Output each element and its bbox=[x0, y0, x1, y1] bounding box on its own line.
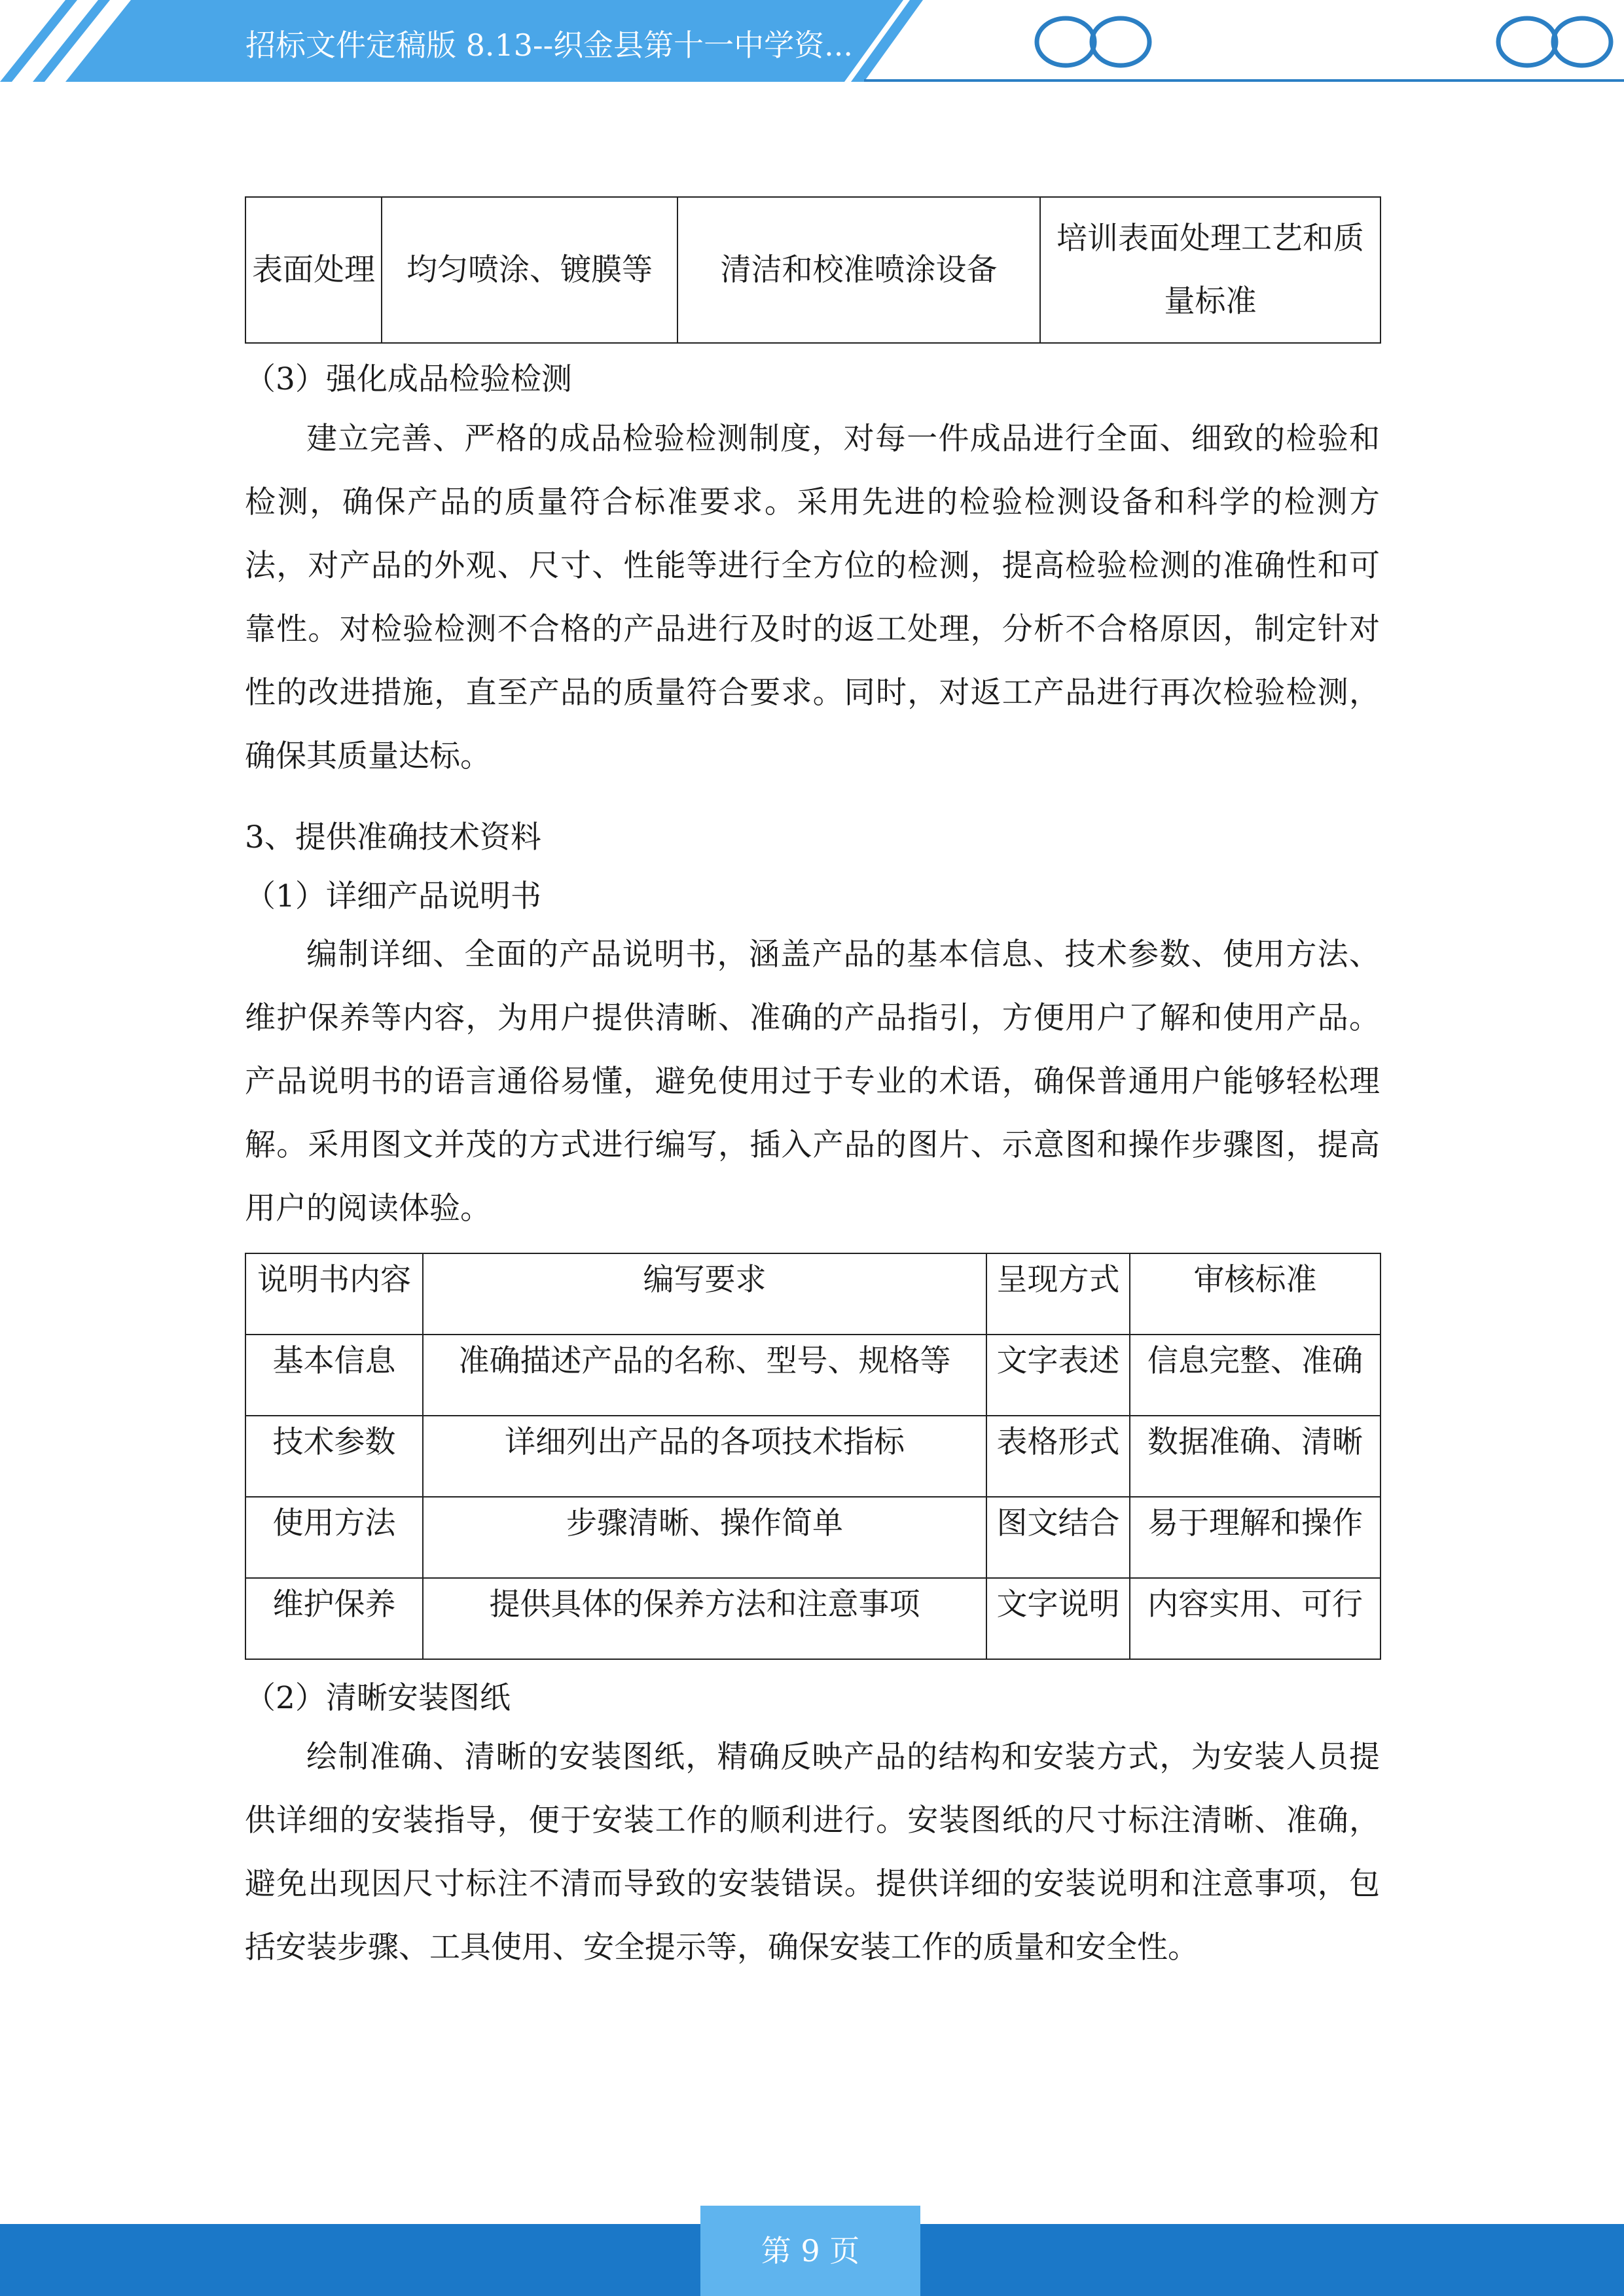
table-cell: 表格形式 bbox=[986, 1416, 1130, 1497]
section-heading-technical-docs: 3、提供准确技术资料 bbox=[245, 819, 541, 855]
table-header-row bbox=[245, 1253, 1380, 1335]
table-header-cell: 审核标准 bbox=[1130, 1253, 1380, 1335]
document-title: 招标文件定稿版 8.13--织金县第十一中学资... bbox=[245, 27, 853, 63]
section-heading-manual: （1）详细产品说明书 bbox=[245, 878, 541, 914]
table-cell: 数据准确、清晰 bbox=[1130, 1416, 1380, 1497]
table-cell: 准确描述产品的名称、型号、规格等 bbox=[423, 1335, 986, 1416]
paragraph-inspection: 建立完善、严格的成品检验检测制度，对每一件成品进行全面、细致的检验和检测，确保产品的质量符合标准要求。采用先进的检验检测设备和科学的检测方法，对产品的外观、尺寸、性能等进行全方位的检测，提高检验检测的准确性和可靠性。对检验检测不合格的产品进行及时的返工处理，分析不合格原因，制定针对性的改进措施，直至产品的质量符合要求。同时，对返工产品进行再次检验检测，确保其质量达标。 bbox=[245, 421, 1380, 774]
table-cell: 维护保养 bbox=[245, 1578, 423, 1659]
table-header-cell: 呈现方式 bbox=[986, 1253, 1130, 1335]
table-cell: 清洁和校准喷涂设备 bbox=[677, 197, 1040, 343]
page-number: 第 9 页 bbox=[700, 2206, 920, 2296]
rings-icon bbox=[1037, 18, 1149, 65]
paragraph-manual: 编制详细、全面的产品说明书，涵盖产品的基本信息、技术参数、使用方法、维护保养等内容，为用户提供清晰、准确的产品指引，方便用户了解和使用产品。产品说明书的语言通俗易懂，避免使用过于专业的术语，确保普通用户能够轻松理解。采用图文并茂的方式进行编写，插入产品的图片、示意图和操作步骤图，提高用户的阅读体验。 bbox=[245, 937, 1380, 1227]
table-cell: 文字说明 bbox=[986, 1578, 1130, 1659]
table-cell: 信息完整、准确 bbox=[1130, 1335, 1380, 1416]
table-cell: 内容实用、可行 bbox=[1130, 1578, 1380, 1659]
table-cell: 基本信息 bbox=[245, 1335, 423, 1416]
surface-treatment-table bbox=[245, 196, 1381, 344]
table-header-cell: 说明书内容 bbox=[245, 1253, 423, 1335]
rings-icon-right bbox=[1498, 18, 1611, 65]
table-cell: 技术参数 bbox=[245, 1416, 423, 1497]
table-cell: 详细列出产品的各项技术指标 bbox=[423, 1416, 986, 1497]
table-header-cell: 编写要求 bbox=[423, 1253, 986, 1335]
table-cell: 培训表面处理工艺和质量标准 bbox=[1040, 197, 1380, 343]
page-header bbox=[0, 0, 1624, 85]
table-cell: 提供具体的保养方法和注意事项 bbox=[423, 1578, 986, 1659]
table-cell: 文字表述 bbox=[986, 1335, 1130, 1416]
table-cell: 步骤清晰、操作简单 bbox=[423, 1497, 986, 1578]
table-cell: 易于理解和操作 bbox=[1130, 1497, 1380, 1578]
table-cell: 表面处理 bbox=[245, 197, 382, 343]
section-heading-drawings: （2）清晰安装图纸 bbox=[245, 1680, 511, 1716]
table-row bbox=[245, 1335, 1380, 1416]
manual-table bbox=[245, 1253, 1381, 1660]
paragraph-drawings: 绘制准确、清晰的安装图纸，精确反映产品的结构和安装方式，为安装人员提供详细的安装指导，便于安装工作的顺利进行。安装图纸的尺寸标注清晰、准确，避免出现因尺寸标注不清而导致的安装错误。提供详细的安装说明和注意事项，包括安装步骤、工具使用、安全提示等，确保安装工作的质量和安全性。 bbox=[245, 1739, 1380, 1965]
section-heading-inspection: （3）强化成品检验检测 bbox=[245, 361, 572, 397]
table-cell: 图文结合 bbox=[986, 1497, 1130, 1578]
table-row bbox=[245, 1497, 1380, 1578]
page-footer bbox=[0, 2224, 1624, 2296]
table-cell: 均匀喷涂、镀膜等 bbox=[382, 197, 677, 343]
table-cell: 使用方法 bbox=[245, 1497, 423, 1578]
table-row bbox=[245, 1578, 1380, 1659]
table-row bbox=[245, 1416, 1380, 1497]
table-row bbox=[245, 197, 1380, 343]
